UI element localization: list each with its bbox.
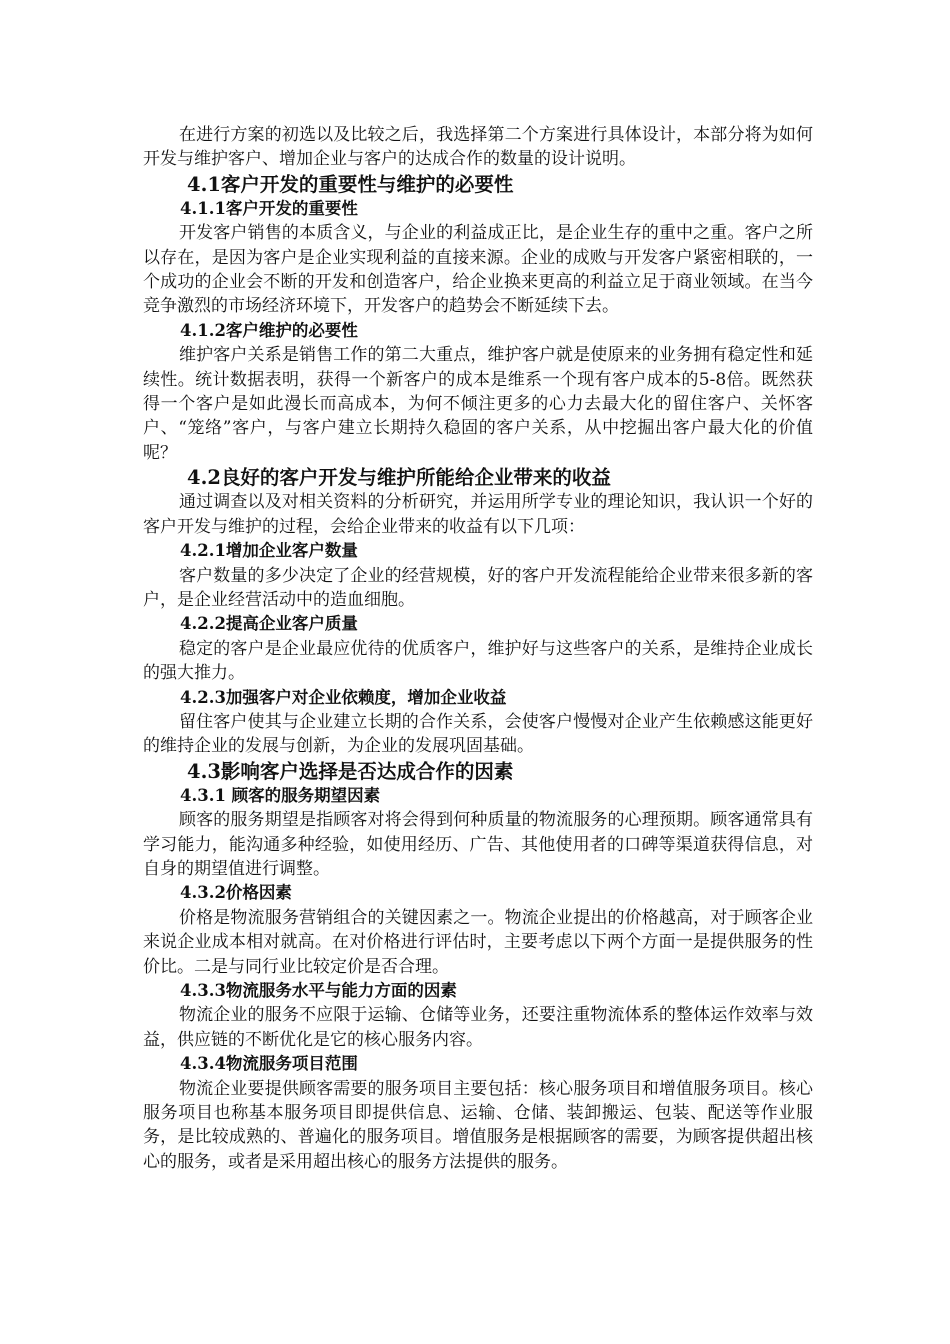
subsection-heading: 4.3.2价格因素 [180, 883, 292, 903]
section-heading: 4.3影响客户选择是否达成合作的因素 [187, 759, 514, 783]
subsection-heading: 4.2.2提高企业客户质量 [180, 614, 358, 634]
body-paragraph: 稳定的客户是企业最应优待的优质客户，维护好与这些客户的关系，是维持企业成长的强大推力。 [143, 638, 813, 684]
subsection-heading: 4.1.2客户维护的必要性 [180, 320, 358, 340]
subsection-heading: 4.3.3物流服务水平与能力方面的因素 [180, 981, 457, 1000]
section-heading: 4.2良好的客户开发与维护所能给企业带来的收益 [187, 466, 611, 490]
body-paragraph: 留住客户使其与企业建立长期的合作关系，会使客户慢慢对企业产生依赖感这能更好的维持企业的发展与创新，为企业的发展巩固基础。 [143, 711, 813, 757]
subsection-heading: 4.3.4物流服务项目范围 [180, 1054, 358, 1074]
body-paragraph: 客户数量的多少决定了企业的经营规模，好的客户开发流程能给企业带来很多新的客户，是企业经营活动中的造血细胞。 [143, 565, 813, 610]
subsection-heading: 4.1.1客户开发的重要性 [180, 198, 358, 218]
body-paragraph: 维护客户关系是销售工作的第二大重点，维护客户就是使原来的业务拥有稳定性和延续性。统计数据表明，获得一个新客户的成本是维系一个现有客户成本的5-8倍。既然获得一个客户是如此漫长而高成本，为何不倾注更多的心力去最大化的留住客户、关怀客户、“笼络”客户，与客户建立长期持久稳固的客户关系，从中挖掘出客户最大化的价值呢？ [143, 345, 813, 463]
body-paragraph: 开发客户销售的本质含义，与企业的利益成正比，是企业生存的重中之重。客户之所以存在，是因为客户是企业实现利益的直接来源。企业的成败与开发客户紧密相联的，一个成功的企业会不断的开发和创造客户，给企业换来更高的利益立足于商业领域。在当今竞争激烈的市场经济环境下，开发客户的趋势会不断延续下去。 [143, 223, 813, 317]
body-paragraph: 顾客的服务期望是指顾客对将会得到何种质量的物流服务的心理预期。顾客通常具有学习能力，能沟通多种经验，如使用经历、广告、其他使用者的口碑等渠道获得信息，对自身的期望值进行调整。 [143, 810, 813, 879]
body-paragraph: 价格是物流服务营销组合的关键因素之一。物流企业提出的价格越高，对于顾客企业来说企业成本相对就高。在对价格进行评估时，主要考虑以下两个方面一是提供服务的性价比。二是与同行业比较定价是否合理。 [143, 907, 813, 977]
subsection-heading: 4.2.3加强客户对企业依赖度，增加企业收益 [180, 687, 507, 707]
document-body [143, 123, 813, 1174]
body-paragraph: 物流企业的服务不应限于运输、仓储等业务，还要注重物流体系的整体运作效率与效益，供应链的不断优化是它的核心服务内容。 [143, 1005, 813, 1050]
body-paragraph: 物流企业要提供顾客需要的服务项目主要包括：核心服务项目和增值服务项目。核心服务项目也称基本服务项目即提供信息、运输、仓储、装卸搬运、包装、配送等作业服务，是比较成熟的、普遍化的服务项目。增值服务是根据顾客的需要，为顾客提供超出核心的服务，或者是采用超出核心的服务方法提供的服务。 [143, 1078, 813, 1172]
body-paragraph: 通过调查以及对相关资料的分析研究，并运用所学专业的理论知识，我认识一个好的客户开发与维护的过程，会给企业带来的收益有以下几项： [143, 492, 813, 537]
subsection-heading: 4.3.1 顾客的服务期望因素 [180, 785, 381, 805]
subsection-heading: 4.2.1增加企业客户数量 [180, 541, 358, 561]
section-heading: 4.1客户开发的重要性与维护的必要性 [187, 172, 514, 196]
intro-paragraph: 在进行方案的初选以及比较之后，我选择第二个方案进行具体设计，本部分将为如何开发与维护客户、增加企业与客户的达成合作的数量的设计说明。 [143, 125, 813, 170]
